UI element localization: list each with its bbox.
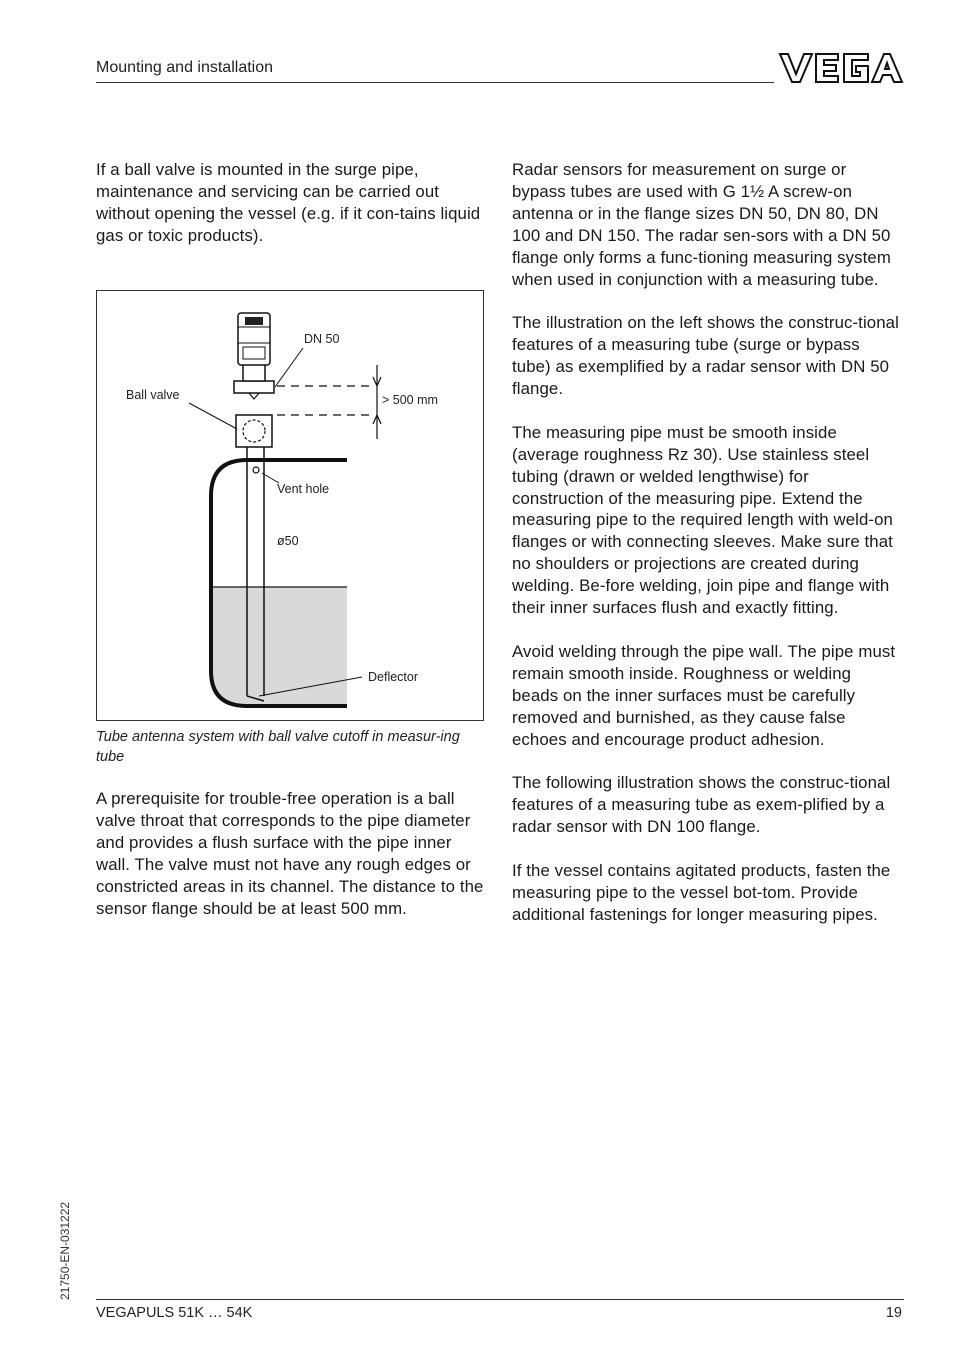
figure-caption: Tube antenna system with ball valve cutoff in measur-ing tube [96, 729, 460, 765]
product-fill [209, 587, 347, 706]
page-number: 19 [885, 1305, 902, 1321]
label-distance: > 500 mm [382, 393, 438, 407]
sensor-flange [234, 381, 274, 393]
label-vent-hole: Vent hole [277, 482, 330, 496]
right-column [512, 159, 902, 948]
paragraph-pipe-smooth: The measuring pipe must be smooth inside (average roughness Rz 30). Use stainless steel tubing (drawn or welded lengthwise) for construction of the measuring pipe. Extend the measuring pipe to the required length with weld-on flanges or with connecting sleeves. Make sure that no shoulders or projections are created during welding. Be-fore welding, join pipe and flange with their inner surfaces flush and exactly fitting. [512, 422, 893, 618]
vega-logo [776, 48, 904, 88]
label-ball-valve: Ball valve [126, 388, 180, 402]
prerequisite-paragraph: A prerequisite for trouble-free operation is a ball valve throat that corresponds to the pipe diameter and provides a flush surface with the pipe inner wall. The valve must not have any rough edges or constricted areas in its channel. The distance to the sensor flange should be at least 500 mm. [96, 789, 484, 918]
paragraph-following-illustration: The following illustration shows the construc-tional features of a measuring tube as exem-plified by a radar sensor with DN 100 flange. [512, 773, 891, 837]
figure-tube-antenna [96, 290, 484, 721]
paragraph-illustration-left: The illustration on the left shows the construc-tional features of a measuring tube (surge or bypass tube) as exemplified by a radar sensor with DN 50 flange. [512, 313, 899, 399]
left-column-lower [96, 788, 484, 941]
label-deflector: Deflector [368, 670, 419, 684]
header-divider [96, 82, 774, 83]
paragraph-radar-sensors: Radar sensors for measurement on surge or bypass tubes are used with G 1½ A screw-on antenna or in the flange sizes DN 50, DN 80, DN 100 and DN 150. The radar sen-sors with a DN 50 flange only forms a func-tioning measuring system when used in conjunction with a measuring tube. [512, 160, 891, 289]
paragraph-avoid-welding: Avoid welding through the pipe wall. The pipe must remain smooth inside. Roughness or welding beads on the inner surfaces must be carefully removed and burnished, as they cause false echoes and encourage product adhesion. [512, 641, 896, 749]
flange-cone [249, 393, 259, 399]
footer-product: VEGAPULS 51K … 54K [96, 1305, 253, 1321]
running-header-title: Mounting and installation [96, 59, 274, 76]
label-diameter: ø50 [277, 534, 299, 548]
label-dn50: DN 50 [304, 332, 340, 346]
intro-paragraph: If a ball valve is mounted in the surge pipe, maintenance and servicing can be carried out without opening the vessel (e.g. if it con-tains liquid gas or toxic products). [96, 160, 481, 245]
footer-divider [96, 1299, 904, 1300]
document-id: 21750-EN-031222 [58, 1201, 72, 1300]
figure-drawing [97, 291, 485, 722]
left-column [96, 159, 484, 269]
sensor-label-plate [245, 317, 263, 325]
paragraph-agitated-products: If the vessel contains agitated products, fasten the measuring pipe to the vessel bot-tom. Provide additional fastenings for longer measuring pipes. [512, 860, 891, 924]
vent-hole [253, 467, 259, 473]
